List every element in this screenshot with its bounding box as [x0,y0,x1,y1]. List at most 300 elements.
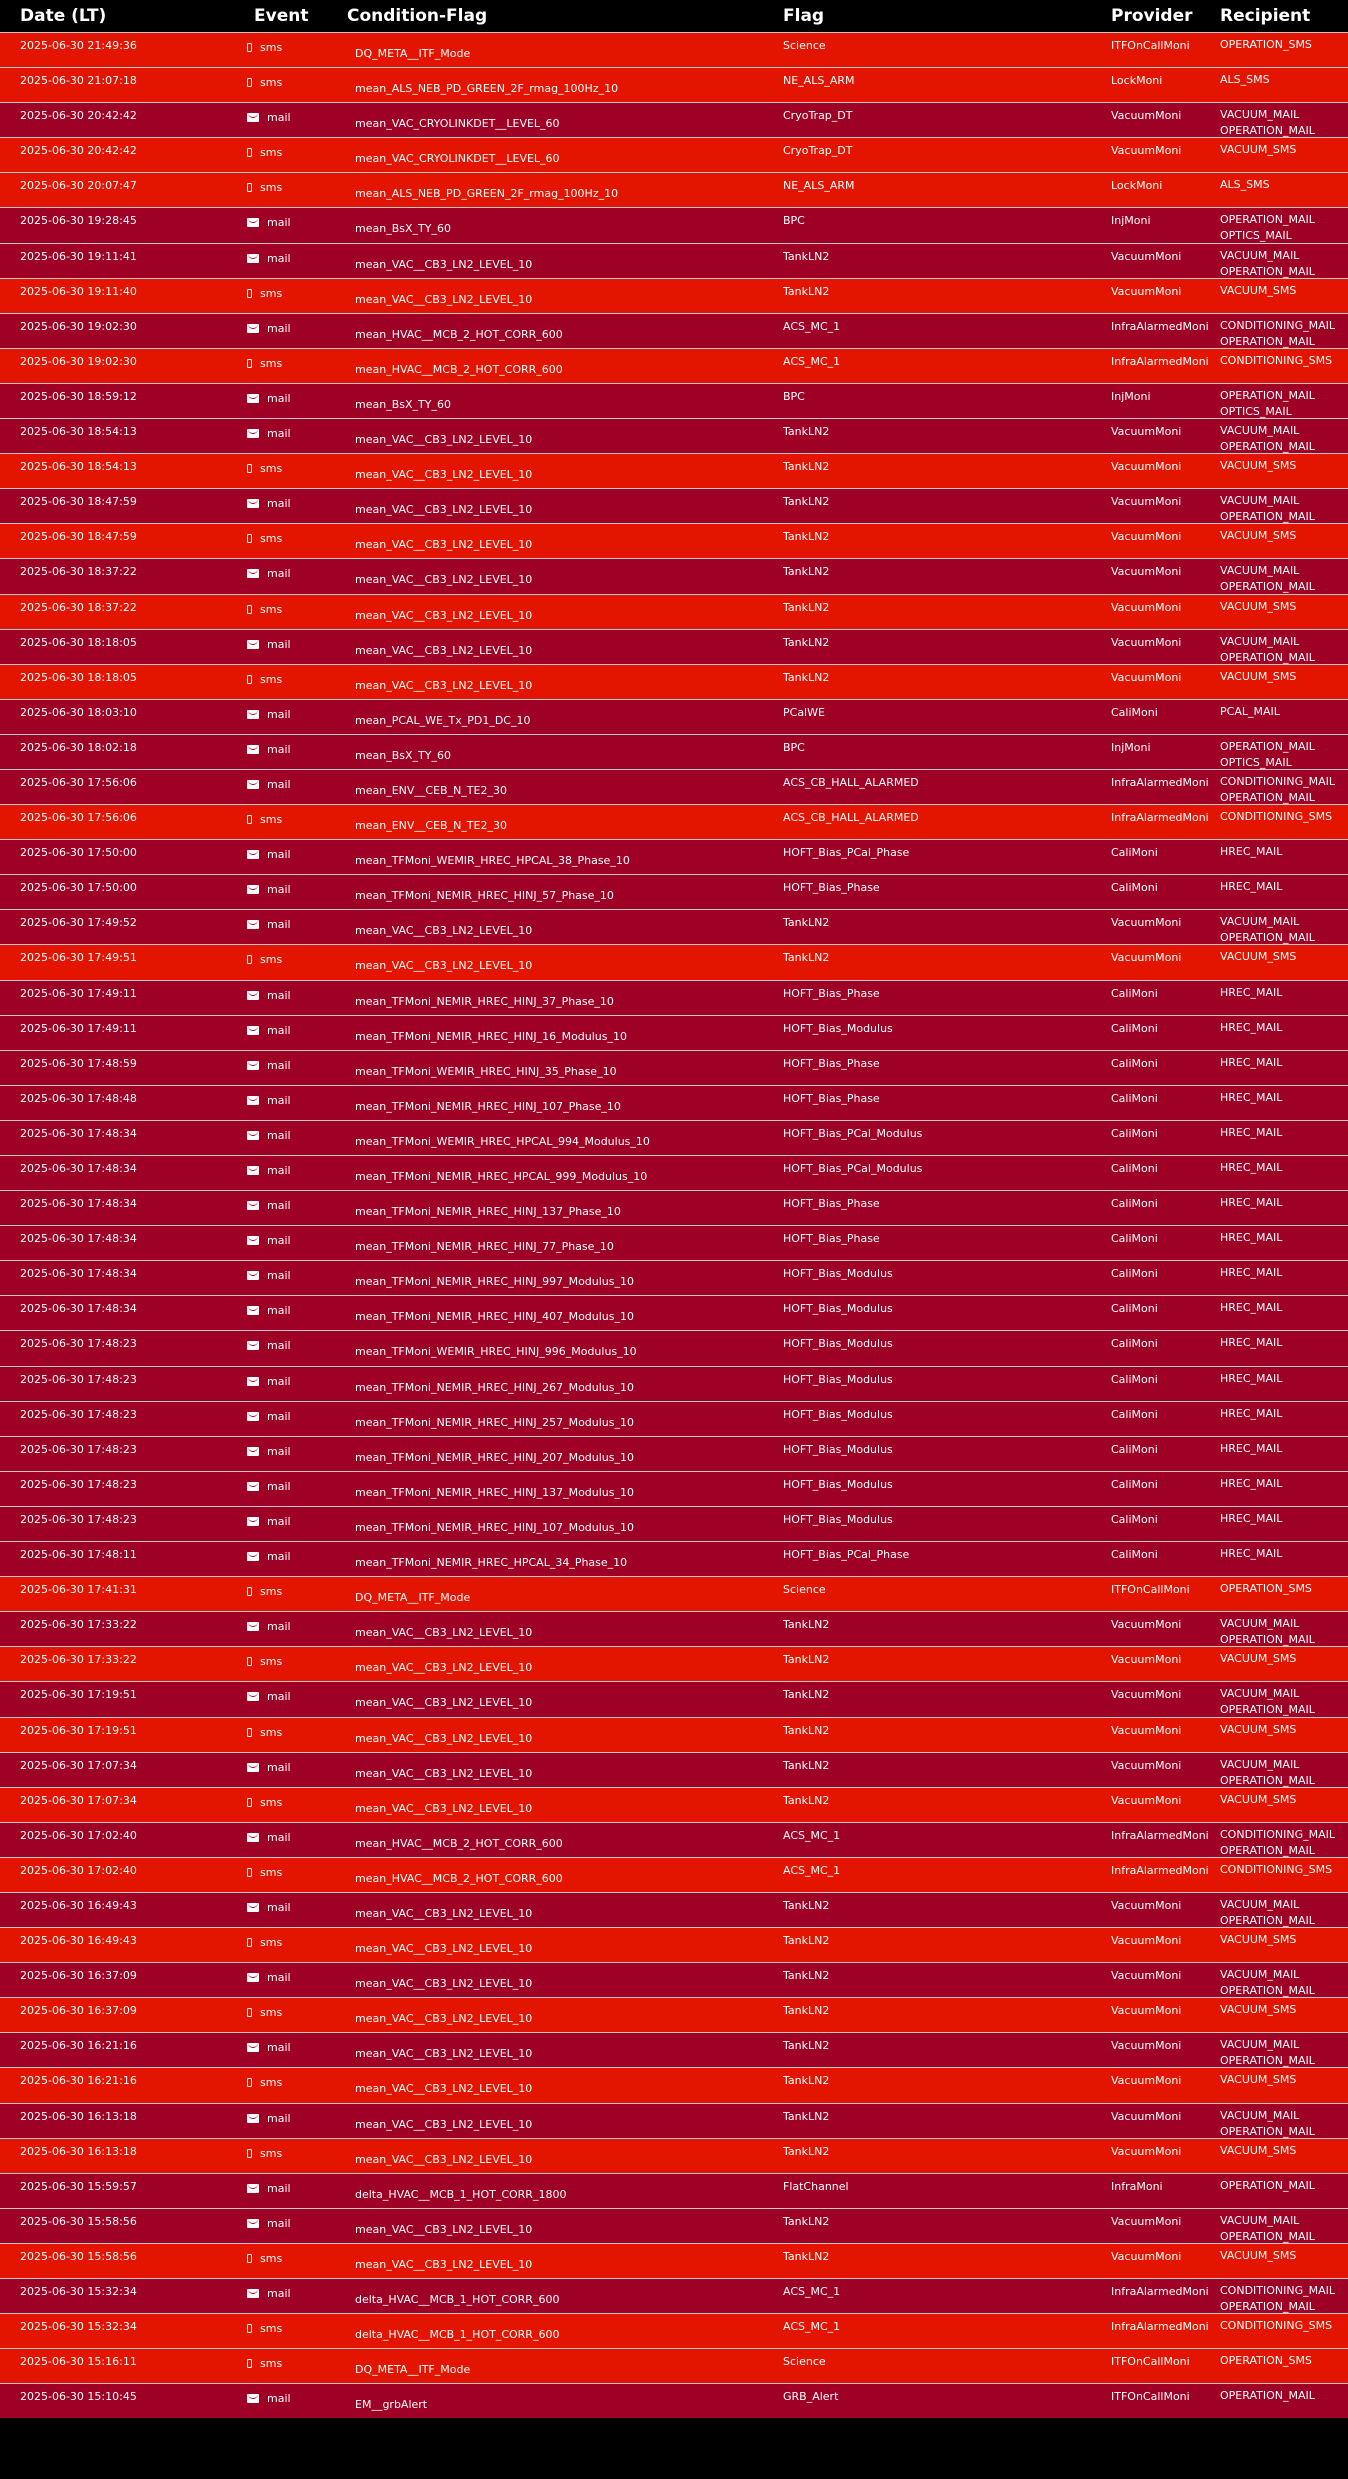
row-flag: TankLN2 [783,2039,830,2053]
row-date: 2025-06-30 17:48:48 [20,1091,137,1105]
table-row[interactable] [0,207,1348,242]
row-provider: ITFOnCallMoni [1111,2355,1190,2369]
row-condition: mean_HVAC__MCB_2_HOT_CORR_600 [355,362,563,376]
event-label: mail [267,777,291,791]
table-row[interactable] [0,137,1348,172]
table-row[interactable] [0,804,1348,839]
event-label: mail [267,742,291,756]
recipient-item: VACUUM_MAIL [1220,2108,1300,2122]
envelope-icon [247,1236,259,1245]
row-flag: HOFT_Bias_Modulus [783,1407,893,1421]
row-flag: HOFT_Bias_Phase [783,986,880,1000]
row-event [240,279,347,313]
row-date: 2025-06-30 21:07:18 [20,74,137,88]
row-condition: mean_TFMoni_NEMIR_HREC_HINJ_137_Modulus_10 [355,1485,635,1499]
table-row[interactable] [0,1506,1348,1541]
envelope-icon [247,1061,259,1070]
table-row[interactable] [0,418,1348,453]
row-recipient [1220,1612,1348,1646]
table-row[interactable] [0,2348,1348,2383]
table-row[interactable] [0,1646,1348,1681]
row-date: 2025-06-30 17:07:34 [20,1758,137,1772]
table-row[interactable] [0,1120,1348,1155]
row-provider: ITFOnCallMoni [1111,1583,1190,1597]
row-recipient [1220,1331,1348,1365]
envelope-icon [247,429,259,438]
header-date[interactable]: Date (LT) [20,6,107,26]
row-recipient [1220,595,1348,629]
table-row[interactable] [0,1436,1348,1471]
envelope-icon [247,745,259,754]
recipient-item: OPERATION_MAIL [1220,388,1315,402]
table-row[interactable] [0,32,1348,67]
event-cell [247,2110,291,2127]
row-date: 2025-06-30 17:56:06 [20,775,137,789]
table-row[interactable] [0,944,1348,979]
recipient-item: OPERATION_MAIL [1220,334,1315,348]
envelope-icon [247,394,259,403]
table-row[interactable] [0,172,1348,207]
table-row[interactable] [0,1260,1348,1295]
row-flag: TankLN2 [783,460,830,474]
row-date: 2025-06-30 17:48:23 [20,1442,137,1456]
row-condition: mean_TFMoni_NEMIR_HREC_HINJ_407_Modulus_10 [355,1310,635,1324]
table-row[interactable] [0,2278,1348,2313]
row-flag: ACS_CB_HALL_ALARMED [783,775,919,789]
row-event [240,1718,347,1752]
header-condition[interactable]: Condition-Flag [347,6,488,26]
event-cell [247,1337,291,1354]
table-row[interactable] [0,839,1348,874]
envelope-icon [247,1447,259,1456]
recipient-item: HREC_MAIL [1220,1231,1283,1245]
recipient-item: OPERATION_MAIL [1220,264,1315,278]
row-flag: ACS_MC_1 [783,354,841,368]
row-condition: mean_PCAL_WE_Tx_PD1_DC_10 [355,713,531,727]
row-flag: TankLN2 [783,2249,830,2263]
event-cell [247,2285,291,2302]
recipient-item: VACUUM_MAIL [1220,634,1300,648]
row-flag: HOFT_Bias_Modulus [783,1302,893,1316]
row-flag: TankLN2 [783,1653,830,1667]
event-cell [247,1618,291,1635]
row-recipient [1220,2068,1348,2102]
row-flag: HOFT_Bias_Phase [783,1091,880,1105]
header-flag[interactable]: Flag [783,6,825,26]
row-date: 2025-06-30 18:54:13 [20,460,137,474]
event-label: mail [267,883,291,897]
recipient-item: HREC_MAIL [1220,1336,1283,1350]
row-event [240,1331,347,1365]
row-date: 2025-06-30 17:49:51 [20,951,137,965]
row-event [240,1191,347,1225]
table-row[interactable] [0,909,1348,944]
table-row[interactable] [0,594,1348,629]
table-row[interactable] [0,1997,1348,2032]
phone-icon [247,955,252,964]
row-event [240,349,347,383]
event-cell [247,1794,282,1811]
row-provider: CaliMoni [1111,1442,1158,1456]
row-flag: Science [783,39,826,52]
row-provider: VacuumMoni [1111,1934,1182,1948]
row-flag: HOFT_Bias_Phase [783,1056,880,1070]
table-row[interactable] [0,2243,1348,2278]
event-cell [247,1548,291,1565]
envelope-icon [247,1517,259,1526]
event-cell [247,1092,291,1109]
row-provider: CaliMoni [1111,1232,1158,1246]
recipient-item: HREC_MAIL [1220,1161,1283,1174]
table-row[interactable] [0,1366,1348,1401]
row-provider: CaliMoni [1111,1056,1158,1070]
row-flag: HOFT_Bias_Phase [783,1197,880,1211]
event-label: sms [260,953,283,967]
recipient-item: VACUUM_MAIL [1220,424,1300,438]
row-event [240,770,347,804]
header-event[interactable]: Event [254,6,309,26]
recipient-item: CONDITIONING_SMS [1220,1862,1333,1876]
recipient-item: CONDITIONING_MAIL [1220,1827,1336,1841]
recipient-item: VACUUM_MAIL [1220,1687,1300,1701]
recipient-item: HREC_MAIL [1220,1055,1283,1069]
row-recipient [1220,208,1348,242]
row-event [240,1963,347,1997]
table-row[interactable] [0,1225,1348,1260]
row-recipient [1220,1647,1348,1681]
recipient-item: VACUUM_SMS [1220,459,1297,473]
row-flag: BPC [783,214,805,228]
envelope-icon [247,2394,259,2403]
recipient-item: HREC_MAIL [1220,845,1283,859]
table-row[interactable] [0,488,1348,523]
row-provider: CaliMoni [1111,1548,1158,1562]
recipient-item: OPERATION_MAIL [1220,124,1315,138]
row-condition: mean_VAC__CB3_LN2_LEVEL_10 [355,643,533,657]
recipient-item: OPERATION_MAIL [1220,2054,1315,2068]
row-event [240,1261,347,1295]
row-provider: CaliMoni [1111,881,1158,895]
table-row[interactable] [0,1015,1348,1050]
phone-icon [247,289,252,298]
row-provider: VacuumMoni [1111,249,1182,263]
table-row[interactable] [0,980,1348,1015]
table-row[interactable] [0,1471,1348,1506]
row-recipient [1220,630,1348,664]
phone-icon [247,2324,252,2333]
row-date: 2025-06-30 17:48:23 [20,1337,137,1351]
table-row[interactable] [0,2067,1348,2102]
event-cell [247,2390,291,2407]
table-row[interactable] [0,1190,1348,1225]
row-date: 2025-06-30 18:47:59 [20,530,137,544]
row-provider: VacuumMoni [1111,670,1182,684]
row-event [240,1472,347,1506]
event-cell [247,1513,291,1530]
row-condition: mean_BsX_TY_60 [355,748,451,762]
recipient-item: OPERATION_SMS [1220,1582,1312,1596]
row-condition: mean_ALS_NEB_PD_GREEN_2F_rmag_100Hz_10 [355,187,619,201]
row-recipient [1220,454,1348,488]
row-flag: HOFT_Bias_Modulus [783,1021,893,1035]
row-event [240,805,347,839]
row-recipient [1220,1086,1348,1120]
row-flag: TankLN2 [783,635,830,649]
row-recipient [1220,945,1348,979]
row-event [240,33,347,67]
row-date: 2025-06-30 18:59:12 [20,389,137,403]
table-row[interactable] [0,1401,1348,1436]
envelope-icon [247,1412,259,1421]
header-recipient[interactable]: Recipient [1220,6,1311,26]
row-recipient [1220,1121,1348,1155]
row-provider: VacuumMoni [1111,1969,1182,1983]
table-row[interactable] [0,2383,1348,2418]
row-recipient [1220,1226,1348,1260]
event-cell [247,495,291,512]
row-condition: delta_HVAC__MCB_1_HOT_CORR_1800 [355,2187,567,2201]
table-row[interactable] [0,1962,1348,1997]
table-row[interactable] [0,313,1348,348]
row-recipient [1220,1402,1348,1436]
table-row[interactable] [0,383,1348,418]
row-recipient [1220,770,1348,804]
table-row[interactable] [0,2313,1348,2348]
row-event [240,2209,347,2243]
row-event [240,1367,347,1401]
phone-icon [247,2254,252,2263]
event-cell [247,1969,291,1986]
recipient-item: HREC_MAIL [1220,1090,1283,1104]
table-row[interactable] [0,523,1348,558]
table-row[interactable] [0,1295,1348,1330]
table-row[interactable] [0,1611,1348,1646]
row-recipient [1220,1016,1348,1050]
row-recipient [1220,875,1348,909]
row-provider: CaliMoni [1111,1372,1158,1386]
envelope-icon [247,1482,259,1491]
table-row[interactable] [0,348,1348,383]
envelope-icon [247,1166,259,1175]
table-row[interactable] [0,2208,1348,2243]
recipient-item: VACUUM_MAIL [1220,1897,1300,1911]
row-date: 2025-06-30 17:19:51 [20,1723,137,1737]
event-label: mail [267,1514,291,1528]
row-condition: EM__grbAlert [355,2398,428,2412]
row-event [240,735,347,769]
recipient-item: VACUUM_SMS [1220,283,1297,297]
row-event [240,1121,347,1155]
table-row[interactable] [0,1752,1348,1787]
phone-icon [247,675,252,684]
row-condition: mean_TFMoni_WEMIR_HREC_HPCAL_38_Phase_10 [355,854,630,868]
table-row[interactable] [0,874,1348,909]
event-label: mail [267,1690,291,1704]
row-date: 2025-06-30 17:48:23 [20,1372,137,1386]
table-row[interactable] [0,769,1348,804]
event-label: sms [260,2076,283,2090]
event-label: sms [260,602,283,616]
row-condition: mean_VAC__CB3_LN2_LEVEL_10 [355,2222,533,2236]
table-row[interactable] [0,243,1348,278]
table-row[interactable] [0,1155,1348,1190]
table-row[interactable] [0,278,1348,313]
row-provider: VacuumMoni [1111,600,1182,614]
event-label: mail [267,497,291,511]
recipient-item: VACUUM_MAIL [1220,1968,1300,1982]
row-recipient [1220,1156,1348,1190]
table-row[interactable] [0,1330,1348,1365]
recipient-item: HREC_MAIL [1220,1020,1283,1034]
row-date: 2025-06-30 17:48:23 [20,1407,137,1421]
recipient-item: OPERATION_MAIL [1220,1984,1315,1998]
table-row[interactable] [0,629,1348,664]
row-recipient [1220,1998,1348,2032]
row-provider: CaliMoni [1111,705,1158,719]
event-label: mail [267,637,291,651]
row-flag: HOFT_Bias_PCal_Modulus [783,1162,923,1175]
row-condition: mean_VAC__CB3_LN2_LEVEL_10 [355,257,533,271]
row-provider: CaliMoni [1111,1407,1158,1421]
row-date: 2025-06-30 18:54:13 [20,425,137,439]
event-cell [247,144,282,161]
row-condition: mean_ENV__CEB_N_TE2_30 [355,783,507,797]
row-flag: TankLN2 [783,1898,830,1912]
row-recipient [1220,2279,1348,2313]
row-event [240,314,347,348]
row-provider: CaliMoni [1111,1512,1158,1526]
table-row[interactable] [0,2032,1348,2067]
table-row[interactable] [0,1927,1348,1962]
table-row[interactable] [0,664,1348,699]
row-event [240,1612,347,1646]
event-cell [247,1302,291,1319]
row-event [240,1542,347,1576]
row-provider: CaliMoni [1111,1021,1158,1035]
row-recipient [1220,2033,1348,2067]
table-row[interactable] [0,734,1348,769]
table-row[interactable] [0,2138,1348,2173]
table-row[interactable] [0,2173,1348,2208]
row-flag: TankLN2 [783,1969,830,1983]
row-event [240,1577,347,1611]
table-row[interactable] [0,558,1348,593]
row-event [240,1928,347,1962]
row-event [240,1051,347,1085]
row-condition: mean_TFMoni_NEMIR_HREC_HINJ_57_Phase_10 [355,889,614,903]
row-condition: mean_VAC__CB3_LN2_LEVEL_10 [355,678,533,692]
row-event [240,1858,347,1892]
row-event [240,1016,347,1050]
row-date: 2025-06-30 18:37:22 [20,600,137,614]
event-cell [247,706,291,723]
row-flag: TankLN2 [783,530,830,544]
event-cell [247,565,291,582]
event-label: sms [260,41,283,54]
row-provider: VacuumMoni [1111,144,1182,158]
table-row[interactable] [0,1541,1348,1576]
table-row[interactable] [0,1576,1348,1611]
row-recipient [1220,103,1348,137]
row-event [240,840,347,874]
event-cell [247,2145,282,2162]
event-label: sms [260,813,283,827]
recipient-item: VACUUM_MAIL [1220,248,1300,262]
phone-icon [247,359,252,368]
row-condition: mean_TFMoni_NEMIR_HREC_HPCAL_999_Modulus_10 [355,1170,648,1183]
row-date: 2025-06-30 17:48:34 [20,1302,137,1316]
row-date: 2025-06-30 17:48:34 [20,1162,137,1175]
row-flag: Science [783,2355,826,2369]
row-event [240,1086,347,1120]
row-condition: mean_VAC__CB3_LN2_LEVEL_10 [355,1661,533,1675]
event-cell [247,1724,282,1741]
row-date: 2025-06-30 17:02:40 [20,1863,137,1877]
table-row[interactable] [0,1892,1348,1927]
event-label: sms [260,1936,283,1950]
row-condition: mean_TFMoni_NEMIR_HREC_HINJ_267_Modulus_10 [355,1380,635,1394]
envelope-icon [247,1131,259,1140]
phone-icon [247,1868,252,1877]
recipient-item: OPERATION_MAIL [1220,1633,1315,1647]
event-label: mail [267,1093,291,1107]
row-date: 2025-06-30 18:03:10 [20,705,137,719]
row-date: 2025-06-30 16:13:18 [20,2109,137,2123]
row-date: 2025-06-30 18:18:05 [20,635,137,649]
recipient-item: VACUUM_SMS [1220,2143,1297,2157]
row-condition: mean_ALS_NEB_PD_GREEN_2F_rmag_100Hz_10 [355,82,619,96]
row-provider: VacuumMoni [1111,2109,1182,2123]
row-event [240,2279,347,2313]
row-condition: delta_HVAC__MCB_1_HOT_CORR_600 [355,2328,560,2342]
event-cell [247,951,282,968]
row-flag: TankLN2 [783,1618,830,1632]
row-provider: InfraAlarmedMoni [1111,354,1209,368]
recipient-item: OPERATION_MAIL [1220,213,1315,227]
table-row[interactable] [0,1717,1348,1752]
recipient-item: VACUUM_MAIL [1220,1617,1300,1631]
table-row[interactable] [0,67,1348,102]
table-row[interactable] [0,1681,1348,1716]
table-row[interactable] [0,1787,1348,1822]
table-row[interactable] [0,1085,1348,1120]
row-date: 2025-06-30 17:48:23 [20,1512,137,1526]
row-provider: VacuumMoni [1111,109,1182,123]
table-row[interactable] [0,1822,1348,1857]
phone-icon [247,605,252,614]
row-provider: InfraMoni [1111,2179,1163,2193]
row-provider: CaliMoni [1111,1197,1158,1211]
row-provider: VacuumMoni [1111,1688,1182,1702]
envelope-icon [247,1271,259,1280]
recipient-item: OPERATION_MAIL [1220,931,1315,945]
event-cell [247,636,291,653]
table-row[interactable] [0,699,1348,734]
table-row[interactable] [0,102,1348,137]
row-condition: mean_VAC__CB3_LN2_LEVEL_10 [355,1942,533,1956]
row-condition: mean_TFMoni_WEMIR_HREC_HINJ_996_Modulus_10 [355,1345,637,1359]
header-provider[interactable]: Provider [1111,6,1193,26]
table-row[interactable] [0,2103,1348,2138]
table-row[interactable] [0,453,1348,488]
row-flag: ACS_MC_1 [783,1863,841,1877]
table-row[interactable] [0,1050,1348,1085]
row-event [240,1437,347,1471]
row-date: 2025-06-30 17:49:52 [20,916,137,930]
table-row[interactable] [0,1857,1348,1892]
recipient-item: VACUUM_MAIL [1220,494,1300,508]
phone-icon [247,2149,252,2158]
